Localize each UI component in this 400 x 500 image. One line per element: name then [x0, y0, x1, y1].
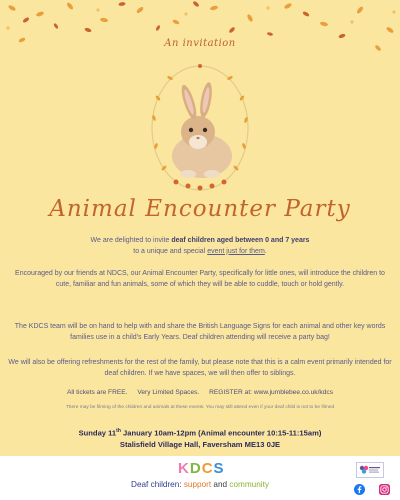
tagline-support: support — [183, 480, 212, 489]
limited-spaces: Very Limited Spaces. — [137, 389, 200, 396]
event-title: Animal Encounter Party — [49, 196, 351, 222]
bunny-wreath-illustration — [140, 58, 260, 198]
facebook-icon[interactable] — [354, 484, 365, 495]
ndcs-paragraph: Encouraged by our friends at NDCS, our Animal Encounter Party, specifically for little ones, will introduce the children to cute, familiar and fun animals, some of which they will be able to cuddle, touch or hold gently. — [15, 270, 385, 288]
kdcs-team-paragraph: The KDCS team will be on hand to help with and share the British Language Signs for each animal and other key words families use in a child's Early Years. Deaf children attending will receive a party bag! — [14, 323, 386, 341]
kdcs-logo-letter-k: K — [178, 460, 189, 477]
filming-notice: There may be filming of the children and animals at these events. You may still attend even if your deaf child is not to be filmed — [65, 405, 335, 410]
intro-period: . — [264, 247, 267, 255]
footer-bar — [0, 456, 400, 500]
event-details — [0, 426, 400, 450]
tickets-free: All tickets are FREE. — [67, 389, 128, 396]
intro-text-2: to a unique and special — [133, 247, 208, 255]
register-link[interactable]: www.jumblebee.co.uk/kdcs — [253, 389, 333, 396]
kdcs-logo-letter-s: S — [213, 460, 224, 477]
event-day: Sunday 11 — [78, 428, 117, 438]
event-time: January 10am-12pm (Animal encounter 10:15-11:15am) — [120, 428, 322, 438]
autumn-leaves-decoration — [0, 0, 400, 60]
footer-tagline — [0, 480, 400, 489]
tagline-start: Deaf children: — [131, 480, 184, 489]
age-highlight: deaf children aged between 0 and 7 years — [171, 237, 310, 244]
intro-paragraph — [8, 236, 392, 257]
instagram-icon[interactable] — [379, 484, 390, 495]
tagline-community: community — [229, 480, 269, 489]
refreshments-paragraph: We will also be offering refreshments for the rest of the family, but please note that this is a calm event primarily intended for deaf children. If we have spaces, we will then offer to siblings. — [8, 359, 392, 377]
tickets-line — [0, 389, 400, 396]
kdcs-logo — [178, 459, 228, 479]
invitation-heading: An invitation — [164, 38, 236, 49]
intro-text: We are delighted to invite — [90, 237, 172, 244]
event-date-time — [0, 426, 400, 439]
ndcs-logo — [356, 462, 384, 478]
kdcs-logo-letter-d: D — [189, 460, 201, 477]
kdcs-logo-letter-c: C — [201, 460, 213, 477]
tagline-and: and — [211, 480, 230, 489]
event-venue: Stalisfield Village Hall, Faversham ME13 0JE — [119, 439, 281, 449]
event-underlined: event just for them — [207, 247, 265, 255]
register-label: REGISTER at: — [209, 389, 252, 396]
event-day-ordinal: th — [116, 428, 121, 434]
social-links — [354, 484, 390, 495]
